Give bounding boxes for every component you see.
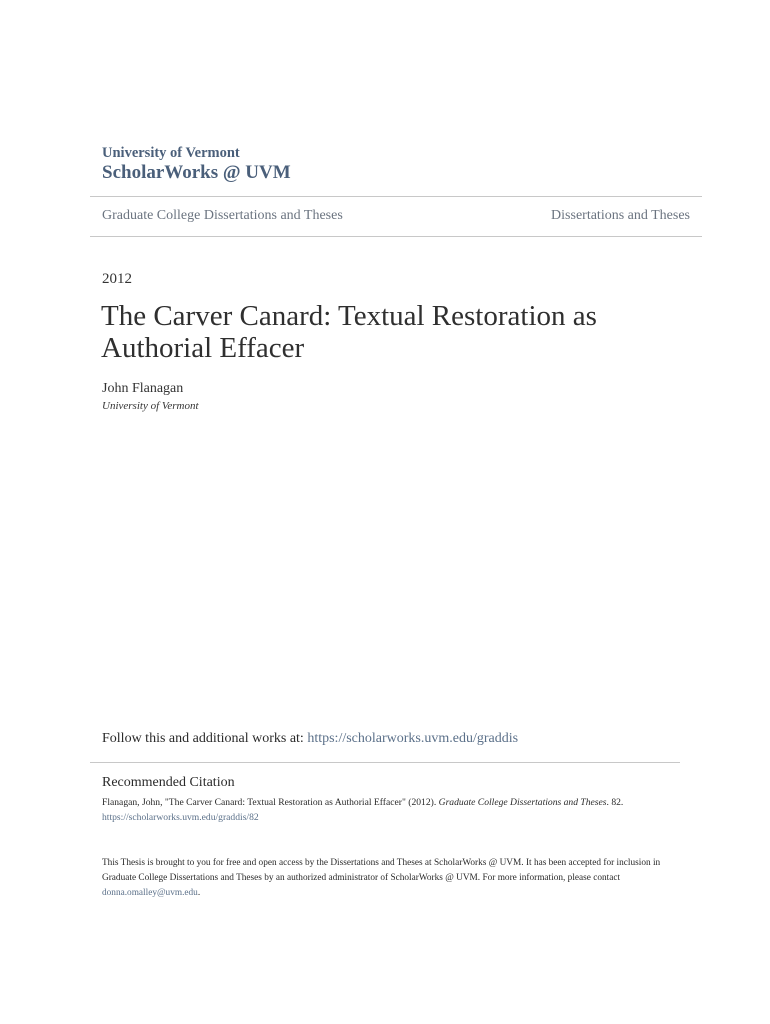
notice-end: . xyxy=(197,888,201,898)
citation-series: Graduate College Dissertations and Theses xyxy=(438,797,607,808)
access-notice xyxy=(102,856,692,901)
recommended-citation-heading: Recommended Citation xyxy=(102,775,235,790)
citation-divider xyxy=(90,762,680,763)
follow-label: Follow this and additional works at: xyxy=(102,731,304,746)
author-name: John Flanagan xyxy=(102,381,184,396)
document-title: The Carver Canard: Textual Restoration as Authorial Effacer xyxy=(101,300,597,364)
citation-block xyxy=(102,795,692,825)
breadcrumb-dissertations[interactable]: Dissertations and Theses xyxy=(551,208,690,223)
citation-link[interactable]: https://scholarworks.uvm.edu/graddis/82 xyxy=(102,812,259,823)
notice-text: This Thesis is brought to you for free and open access by the Dissertations and Theses at ScholarWorks @ UVM. It has been accepted for inclusion in Graduate College Dissertations and Theses by an authorized administrator of ScholarWorks @ UVM. For more information, please contact xyxy=(102,858,661,883)
publication-year: 2012 xyxy=(102,271,132,287)
contact-email-link[interactable]: donna.omalley@uvm.edu xyxy=(102,888,198,898)
university-name: University of Vermont xyxy=(102,145,240,161)
header-divider xyxy=(90,196,702,197)
author-affiliation: University of Vermont xyxy=(102,400,199,412)
breadcrumb-graduate-college[interactable]: Graduate College Dissertations and Theses xyxy=(102,208,343,223)
breadcrumb-divider xyxy=(90,236,702,237)
follow-link[interactable]: https://scholarworks.uvm.edu/graddis xyxy=(307,731,519,746)
follow-line xyxy=(102,731,518,747)
citation-text: Flanagan, John, "The Carver Canard: Textual Restoration as Authorial Effacer" (2012). xyxy=(102,797,437,808)
repository-link[interactable]: ScholarWorks @ UVM xyxy=(102,162,291,183)
citation-number: . 82. xyxy=(606,797,624,808)
